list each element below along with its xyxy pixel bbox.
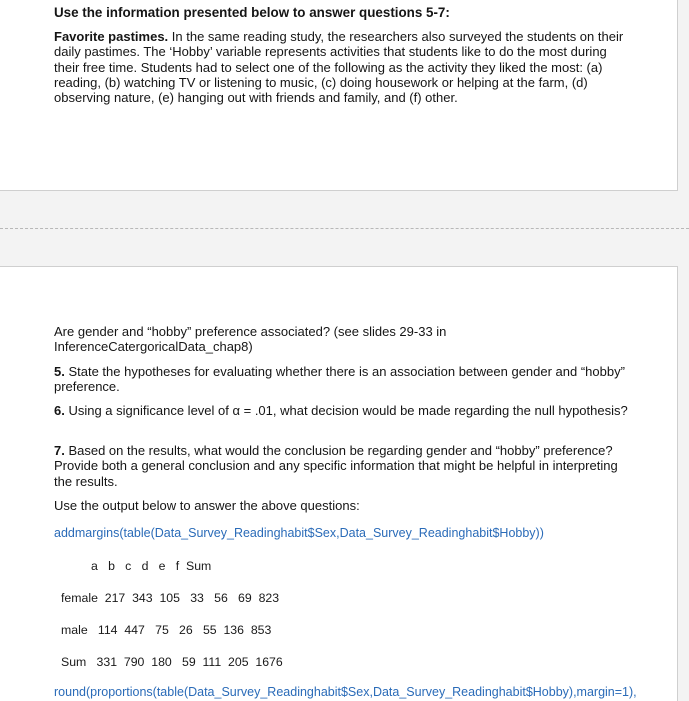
- association-question: Are gender and “hobby” preference associated? (see slides 29-33 in InferenceCatergoricalData_chap8): [54, 324, 447, 355]
- question-5-number: 5.: [54, 364, 65, 379]
- r-code-addmargins: addmargins(table(Data_Survey_Readinghabit$Sex,Data_Survey_Readinghabit$Hobby)): [54, 526, 544, 540]
- table-row-male: male 114 447 75 26 55 136 853: [61, 623, 272, 637]
- output-instruction: Use the output below to answer the above questions:: [54, 498, 360, 513]
- question-7: [54, 443, 634, 489]
- section-heading: Use the information presented below to answer questions 5-7:: [54, 5, 450, 20]
- question-7-text: Based on the results, what would the conclusion be regarding gender and “hobby” preference? Provide both a general conclusion and any specific information that might be helpful in interpreting the results.: [54, 443, 618, 489]
- table-row-female: female 217 343 105 33 56 69 823: [61, 591, 280, 605]
- table-header-row: a b c d e f Sum: [91, 559, 212, 573]
- favorite-pastimes-title: Favorite pastimes.: [54, 29, 169, 44]
- question-5: [54, 364, 634, 395]
- question-5-text: State the hypotheses for evaluating whether there is an association between gender and “hobby” preference.: [54, 364, 625, 395]
- favorite-pastimes-paragraph: [54, 29, 634, 105]
- question-6-text: Using a significance level of α = .01, what decision would be made regarding the null hypothesis?: [64, 403, 628, 418]
- question-6: [54, 403, 634, 418]
- document-page-top: [0, 0, 678, 191]
- document-page-bottom: [0, 266, 678, 701]
- favorite-pastimes-text: In the same reading study, the researchers also surveyed the students on their daily pastimes. The ‘Hobby’ variable represents activities that students like to do the most during their free time. Students had to select one of the following as the activity they liked the most: (a) reading, (b) watching TV or listening to music, (c) doing housework or helping at the farm, (d) observing nature, (e) hanging out with friends and family, and (f) other.: [54, 29, 624, 106]
- question-6-number: 6.: [54, 403, 65, 418]
- r-code-proportions: round(proportions(table(Data_Survey_Readinghabit$Sex,Data_Survey_Readinghabit$Hobby),margin=1),: [54, 685, 637, 699]
- question-7-number: 7.: [54, 443, 65, 458]
- page-break-divider: [0, 228, 689, 229]
- table-row-sum: Sum 331 790 180 59 111 205 1676: [61, 655, 283, 669]
